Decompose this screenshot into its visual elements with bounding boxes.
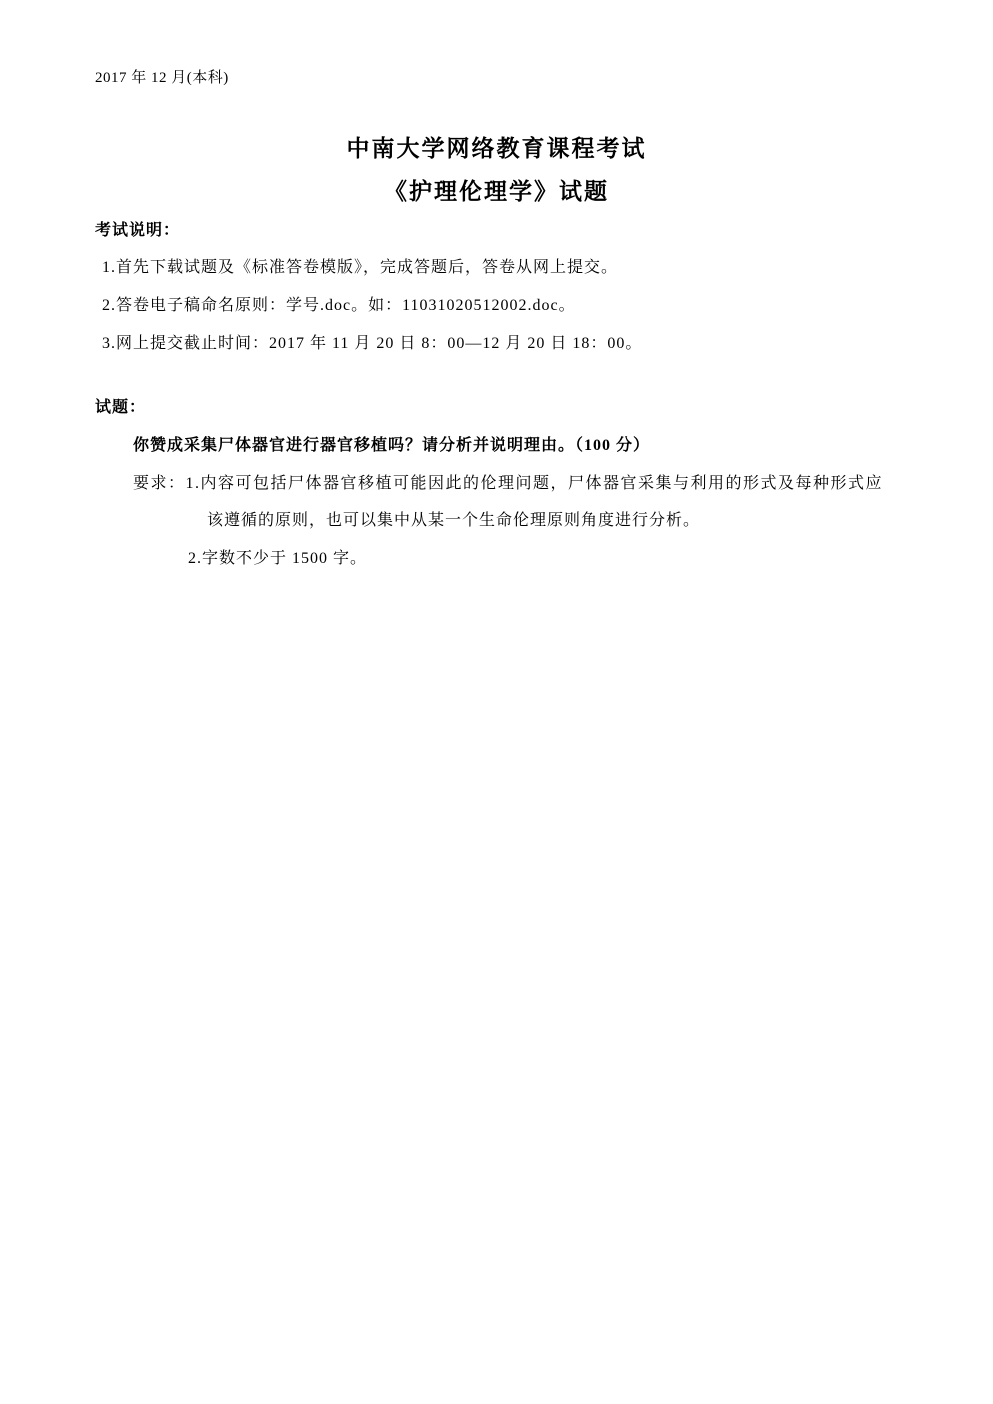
essay-question: 你赞成采集尸体器官进行器官移植吗？请分析并说明理由。（100 分）: [133, 437, 651, 454]
page-subtitle: 《护理伦理学》试题: [384, 179, 609, 204]
requirements-line-2: 该遵循的原则，也可以集中从某一个生命伦理原则角度进行分析。: [207, 512, 701, 529]
questions-heading: 试题：: [95, 399, 147, 416]
requirements-line-1: 要求：1.内容可包括尸体器官移植可能因此的伦理问题，尸体器官采集与利用的形式及每种形式应: [133, 475, 884, 492]
exam-instructions-heading: 考试说明：: [95, 222, 181, 239]
header-date: 2017 年 12 月(本科): [95, 70, 229, 86]
exam-instruction-item-1: 1.首先下载试题及《标准答卷模版》，完成答题后，答卷从网上提交。: [102, 259, 619, 276]
exam-instruction-item-3: 3.网上提交截止时间：2017 年 11 月 20 日 8：00—12 月 20 日 18：00。: [102, 335, 643, 352]
requirements-line-3: 2.字数不少于 1500 字。: [188, 550, 368, 567]
page-title: 中南大学网络教育课程考试: [346, 136, 647, 161]
exam-instruction-item-2: 2.答卷电子稿命名原则：学号.doc。如：11031020512002.doc。: [102, 297, 576, 314]
